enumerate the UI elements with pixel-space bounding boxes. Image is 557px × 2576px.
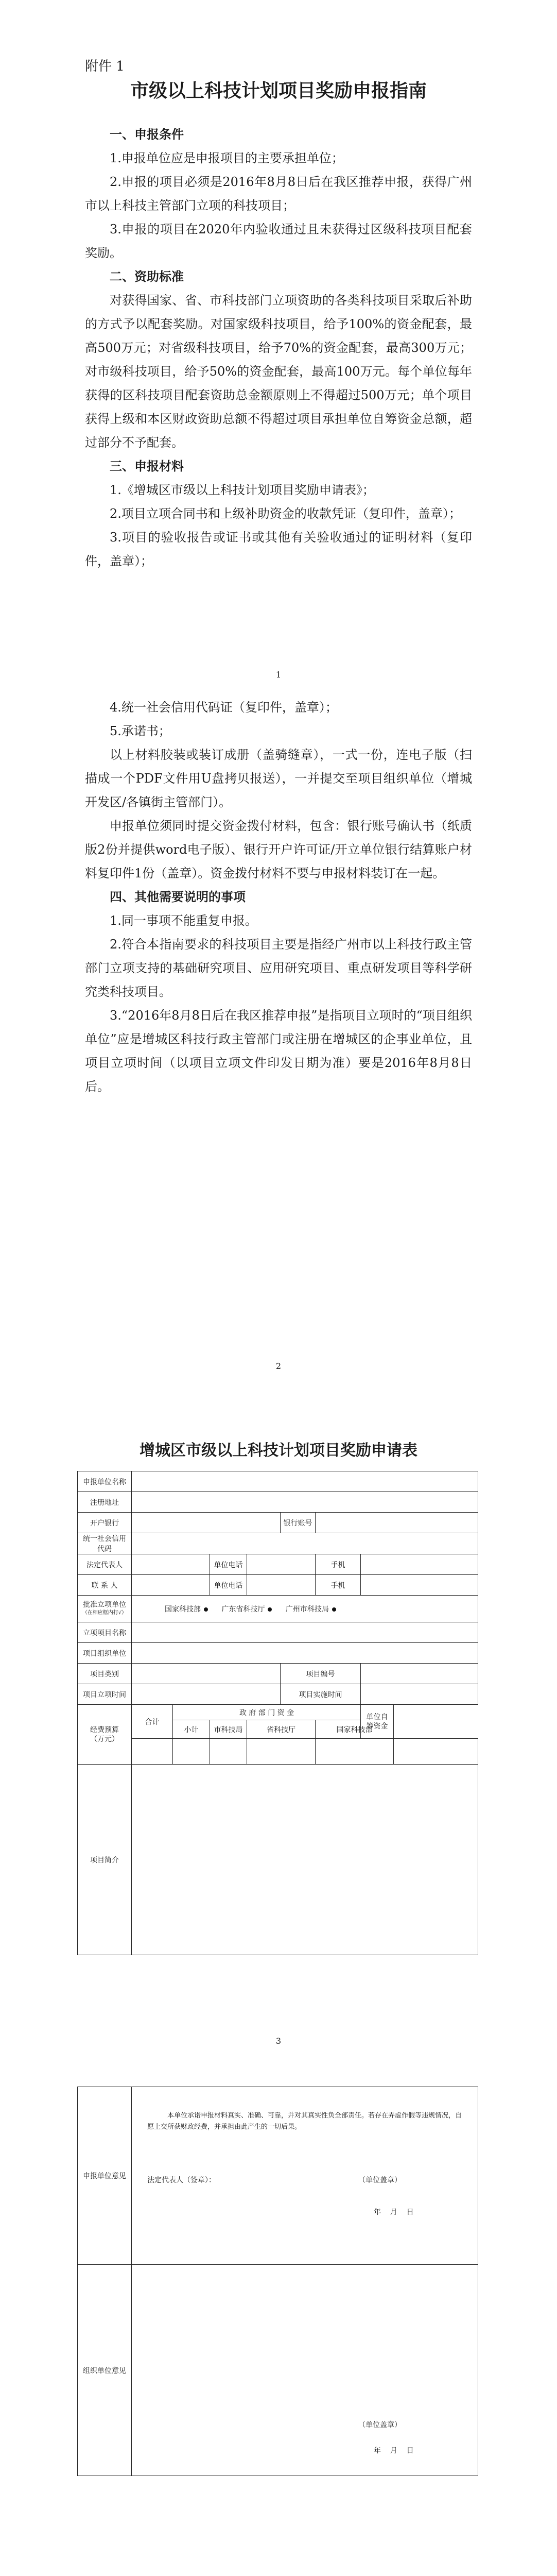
label-national-tech: 国家科技部 xyxy=(316,1720,394,1739)
field-city-tech[interactable] xyxy=(210,1739,247,1765)
annex-label: 附件 1 xyxy=(85,59,125,74)
label-bank: 开户银行 xyxy=(78,1513,132,1533)
legal-sign-label: 法定代表人（签章）： xyxy=(147,2176,216,2184)
label-contact: 联 系 人 xyxy=(78,1575,132,1596)
body-paragraph: 2.符合本指南要求的科技项目主要是指经广州市以上科技行政主管部门立项支持的基础研究项目、应用研究项目、重点研发项目等科学研究类科技项目。 xyxy=(85,937,472,999)
field-organizer[interactable] xyxy=(132,1643,478,1664)
page-1 xyxy=(0,0,557,696)
field-unit-phone-1[interactable] xyxy=(247,1554,316,1575)
label-self-funds: 单位自筹资金 xyxy=(361,1705,394,1739)
body-paragraph: 申报单位须同时提交资金拨付材料，包含：银行账号确认书（纸质版2份并提供word电子版）、银行开户许可证/开立单位银行结算账户材料复印件1份（盖章）。资金拨付材料不要与申报材料装订在一起。 xyxy=(85,819,472,880)
body-paragraph: 5.承诺书； xyxy=(110,724,171,738)
page-number: 3 xyxy=(275,2036,282,2046)
option-national: 国家科技部 xyxy=(165,1605,201,1614)
budget-text: 经费预算 xyxy=(90,1725,119,1734)
declaration-text: 本单位承诺申报材料真实、准确、可靠，并对其真实性负全部责任。若存在弄虚作假等违规情况，自愿上交所获财政经费，并承担由此产生的一切后果。 xyxy=(147,2112,462,2131)
opinion-table xyxy=(77,2087,478,2476)
label-mobile-2: 手机 xyxy=(316,1575,361,1596)
form-title: 增城区市级以上科技计划项目奖励申请表 xyxy=(140,1442,417,1460)
page-2 xyxy=(0,696,557,1391)
section-heading: 三、申报材料 xyxy=(110,459,184,473)
date-label-2: 年 月 日 xyxy=(374,2447,414,2455)
radio-national-icon[interactable] xyxy=(204,1607,208,1612)
label-credit-code: 统一社会信用代码 xyxy=(78,1533,132,1554)
field-contact[interactable] xyxy=(132,1575,210,1596)
field-bank[interactable] xyxy=(132,1513,281,1533)
field-subtotal[interactable] xyxy=(173,1739,210,1765)
field-prov-tech[interactable] xyxy=(247,1739,316,1765)
label-gov-funds: 政 府 部 门 资 金 xyxy=(173,1705,361,1720)
label-applicant: 申报单位名称 xyxy=(78,1471,132,1492)
option-province: 广东省科技厅 xyxy=(221,1605,265,1614)
field-unit-phone-2[interactable] xyxy=(247,1575,316,1596)
field-applicant-opinion[interactable] xyxy=(132,2087,478,2265)
label-legal-rep: 法定代表人 xyxy=(78,1554,132,1575)
label-unit-phone-1: 单位电话 xyxy=(210,1554,247,1575)
body-paragraph: 对获得国家、省、市科技部门立项资助的各类科技项目采取后补助的方式予以配套奖励。对国家级科技项目，给予100%的资金配套，最高500万元；对省级科技项目，给予70%的资金配套，最高300万元；对市级科技项目，给予50%的资金配套，最高100万元。每个单位每年获得的区科技项目配套资助总金额原则上不得超过500万元；单个项目获得上级和本区财政资助总额不得超过项目承担单位自筹资金总额，超过部分不予配套。 xyxy=(85,293,472,450)
label-city-tech: 市科技局 xyxy=(210,1720,247,1739)
body-paragraph: 1.申报单位应是申报项目的主要承担单位； xyxy=(110,151,344,165)
body-paragraph: 以上材料胶装或装订成册（盖骑缝章），一式一份，连电子版（扫描成一个PDF文件用U盘拷贝报送），一并提交至项目组织单位（增城开发区/各镇街主管部门）。 xyxy=(85,748,472,809)
body-paragraph: 3.申报的项目在2020年内验收通过且未获得过区级科技项目配套奖励。 xyxy=(85,222,472,260)
label-subtotal: 小计 xyxy=(173,1720,210,1739)
label-approval-dept xyxy=(78,1596,132,1622)
date-label-1: 年 月 日 xyxy=(374,2208,414,2216)
body-paragraph: 4.统一社会信用代码证（复印件，盖章）； xyxy=(110,700,338,715)
guide-title: 市级以上科技计划项目奖励申报指南 xyxy=(130,80,427,101)
body-paragraph: 2.申报的项目必须是2016年8月8日后在我区推荐申报，获得广州市以上科技主管部门立项的科技项目； xyxy=(85,175,472,213)
radio-city-icon[interactable] xyxy=(332,1607,336,1612)
section-heading: 四、其他需要说明的事项 xyxy=(110,890,246,904)
field-national-tech[interactable] xyxy=(316,1739,394,1765)
page-4 xyxy=(0,2087,557,2576)
body-paragraph: 3.项目的验收报告或证书或其他有关验收通过的证明材料（复印件，盖章）； xyxy=(85,530,472,568)
label-unit-phone-2: 单位电话 xyxy=(210,1575,247,1596)
label-mobile-1: 手机 xyxy=(316,1554,361,1575)
field-impl-period[interactable] xyxy=(361,1684,478,1705)
field-organizer-opinion[interactable] xyxy=(132,2265,478,2476)
label-project-type: 项目类别 xyxy=(78,1664,132,1684)
field-summary[interactable] xyxy=(132,1765,478,1955)
page1-body xyxy=(85,123,472,573)
field-self-funds[interactable] xyxy=(394,1739,478,1765)
label-total: 合计 xyxy=(132,1705,173,1739)
label-approval-time: 项目立项时间 xyxy=(78,1684,132,1705)
label-address: 注册地址 xyxy=(78,1492,132,1513)
body-paragraph: 1.《增城区市级以上科技计划项目奖励申请表》； xyxy=(110,483,375,497)
label-impl-period: 项目实施时间 xyxy=(281,1684,361,1705)
field-address[interactable] xyxy=(132,1492,478,1513)
budget-unit: （万元） xyxy=(90,1735,119,1743)
label-organizer: 项目组织单位 xyxy=(78,1643,132,1664)
label-prov-tech: 省科技厅 xyxy=(247,1720,316,1739)
body-paragraph: 2.项目立项合同书和上级补助资金的收款凭证（复印件，盖章）； xyxy=(110,506,461,521)
radio-province-icon[interactable] xyxy=(268,1607,272,1612)
field-credit-code[interactable] xyxy=(132,1533,478,1554)
page-number: 2 xyxy=(275,1361,282,1371)
label-organizer-opinion: 组织单位意见 xyxy=(78,2265,132,2476)
section-heading: 二、资助标准 xyxy=(110,269,184,284)
body-paragraph: 1.同一事项不能重复申报。 xyxy=(110,913,257,928)
label-project-no: 项目编号 xyxy=(281,1664,361,1684)
page-3 xyxy=(0,1391,557,2087)
field-project-no[interactable] xyxy=(361,1664,478,1684)
approval-dept-note: （在相应框内打√） xyxy=(82,1609,127,1616)
label-project-name: 立项项目名称 xyxy=(78,1622,132,1643)
application-form-table xyxy=(77,1471,478,1955)
field-approval-time[interactable] xyxy=(132,1684,281,1705)
field-mobile-2[interactable] xyxy=(361,1575,478,1596)
field-legal-rep[interactable] xyxy=(132,1554,210,1575)
body-paragraph: 3.“2016年8月8日后在我区推荐申报”是指项目立项时的“项目组织单位”应是增城区科技行政主管部门或注册在增城区的企事业单位，且项目立项时间（以项目立项文件印发日期为准）要是2016年8月8日后。 xyxy=(85,1008,472,1094)
field-applicant[interactable] xyxy=(132,1471,478,1492)
field-account[interactable] xyxy=(316,1513,478,1533)
approval-dept-text: 批准立项单位 xyxy=(83,1600,126,1609)
label-budget xyxy=(78,1705,132,1765)
field-project-name[interactable] xyxy=(132,1622,478,1643)
label-applicant-opinion: 申报单位意见 xyxy=(78,2087,132,2265)
option-city: 广州市科技局 xyxy=(285,1605,329,1614)
label-summary: 项目简介 xyxy=(78,1765,132,1955)
page-number: 1 xyxy=(275,670,282,680)
label-account: 银行账号 xyxy=(281,1513,316,1533)
page2-body xyxy=(85,696,472,1098)
field-mobile-1[interactable] xyxy=(361,1554,478,1575)
field-project-type[interactable] xyxy=(132,1664,281,1684)
seal-label-1: （单位盖章） xyxy=(358,2176,402,2184)
field-approval-dept[interactable] xyxy=(132,1596,478,1622)
seal-label-2: （单位盖章） xyxy=(358,2421,402,2429)
section-heading: 一、申报条件 xyxy=(110,127,184,142)
field-total[interactable] xyxy=(132,1739,173,1765)
